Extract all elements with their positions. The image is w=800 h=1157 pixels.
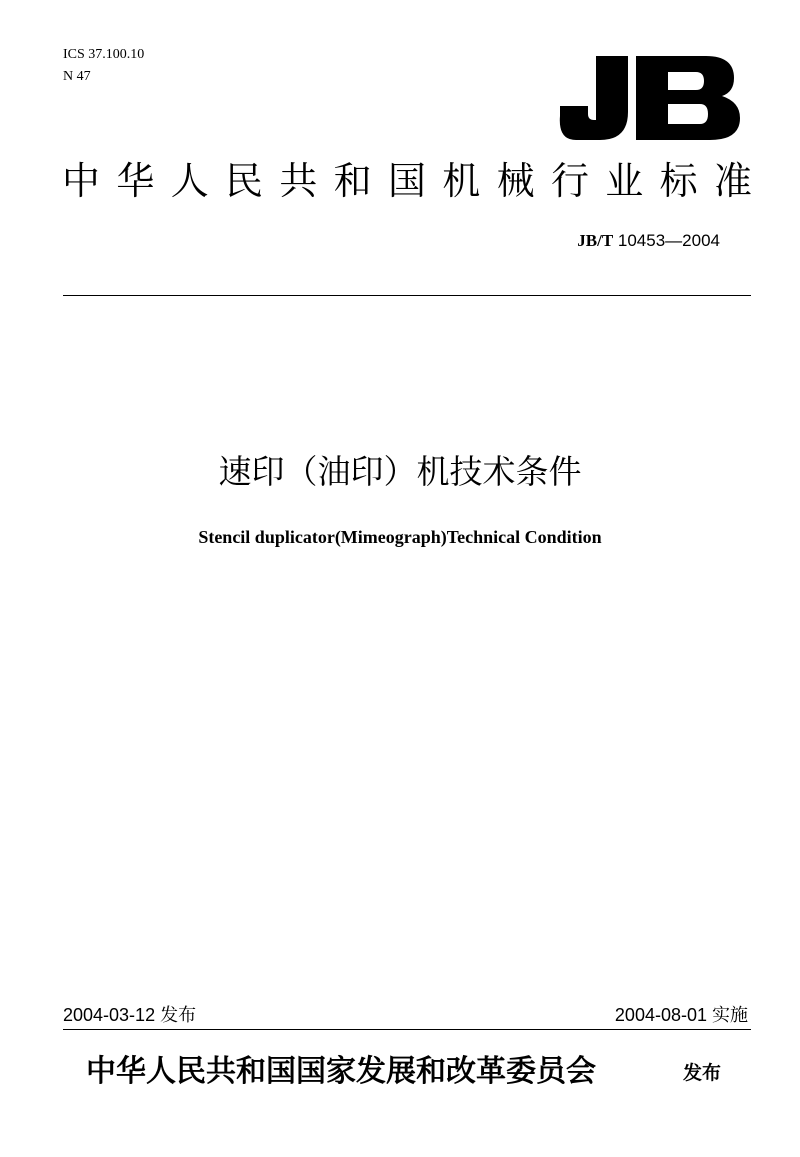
top-divider <box>63 295 751 296</box>
jb-logo <box>556 52 746 142</box>
publisher-suffix: 发布 <box>683 1062 722 1084</box>
logo-letter-b <box>636 56 740 140</box>
standard-title-char: 机 <box>442 159 481 203</box>
document-subtitle: Stencil duplicator(Mimeograph)Technical Condition <box>198 527 602 547</box>
logo-letter-j <box>560 56 628 140</box>
standard-title-char: 行 <box>550 159 589 203</box>
standard-code <box>577 230 720 252</box>
standard-title-char: 中 <box>62 159 101 203</box>
standard-code-number: 10453—2004 <box>613 231 720 250</box>
standard-title-char: 标 <box>659 159 698 203</box>
n-code: N 47 <box>63 69 91 84</box>
standard-title-char: 人 <box>170 159 209 203</box>
logo-text: JB <box>650 141 652 142</box>
standard-title-char: 共 <box>279 159 318 203</box>
standard-title-char: 民 <box>224 159 263 203</box>
issue-date: 2004-03-12 发布 <box>63 1005 197 1025</box>
standard-code-prefix: JB/T <box>577 231 614 250</box>
bottom-divider <box>63 1029 751 1030</box>
standard-title-char: 国 <box>387 159 426 203</box>
standard-title-char: 和 <box>333 159 372 203</box>
document-title: 速印（油印）机技术条件 <box>218 452 582 491</box>
standard-title-char: 业 <box>605 159 644 203</box>
standard-title-char: 华 <box>116 159 155 203</box>
standard-title <box>62 156 752 206</box>
standard-title-char: 准 <box>713 159 752 203</box>
publisher-name: 中华人民共和国国家发展和改革委员会 <box>86 1054 596 1089</box>
ics-code: ICS 37.100.10 <box>63 47 145 62</box>
standard-title-char: 械 <box>496 159 535 203</box>
implementation-date: 2004-08-01 实施 <box>614 1005 748 1025</box>
